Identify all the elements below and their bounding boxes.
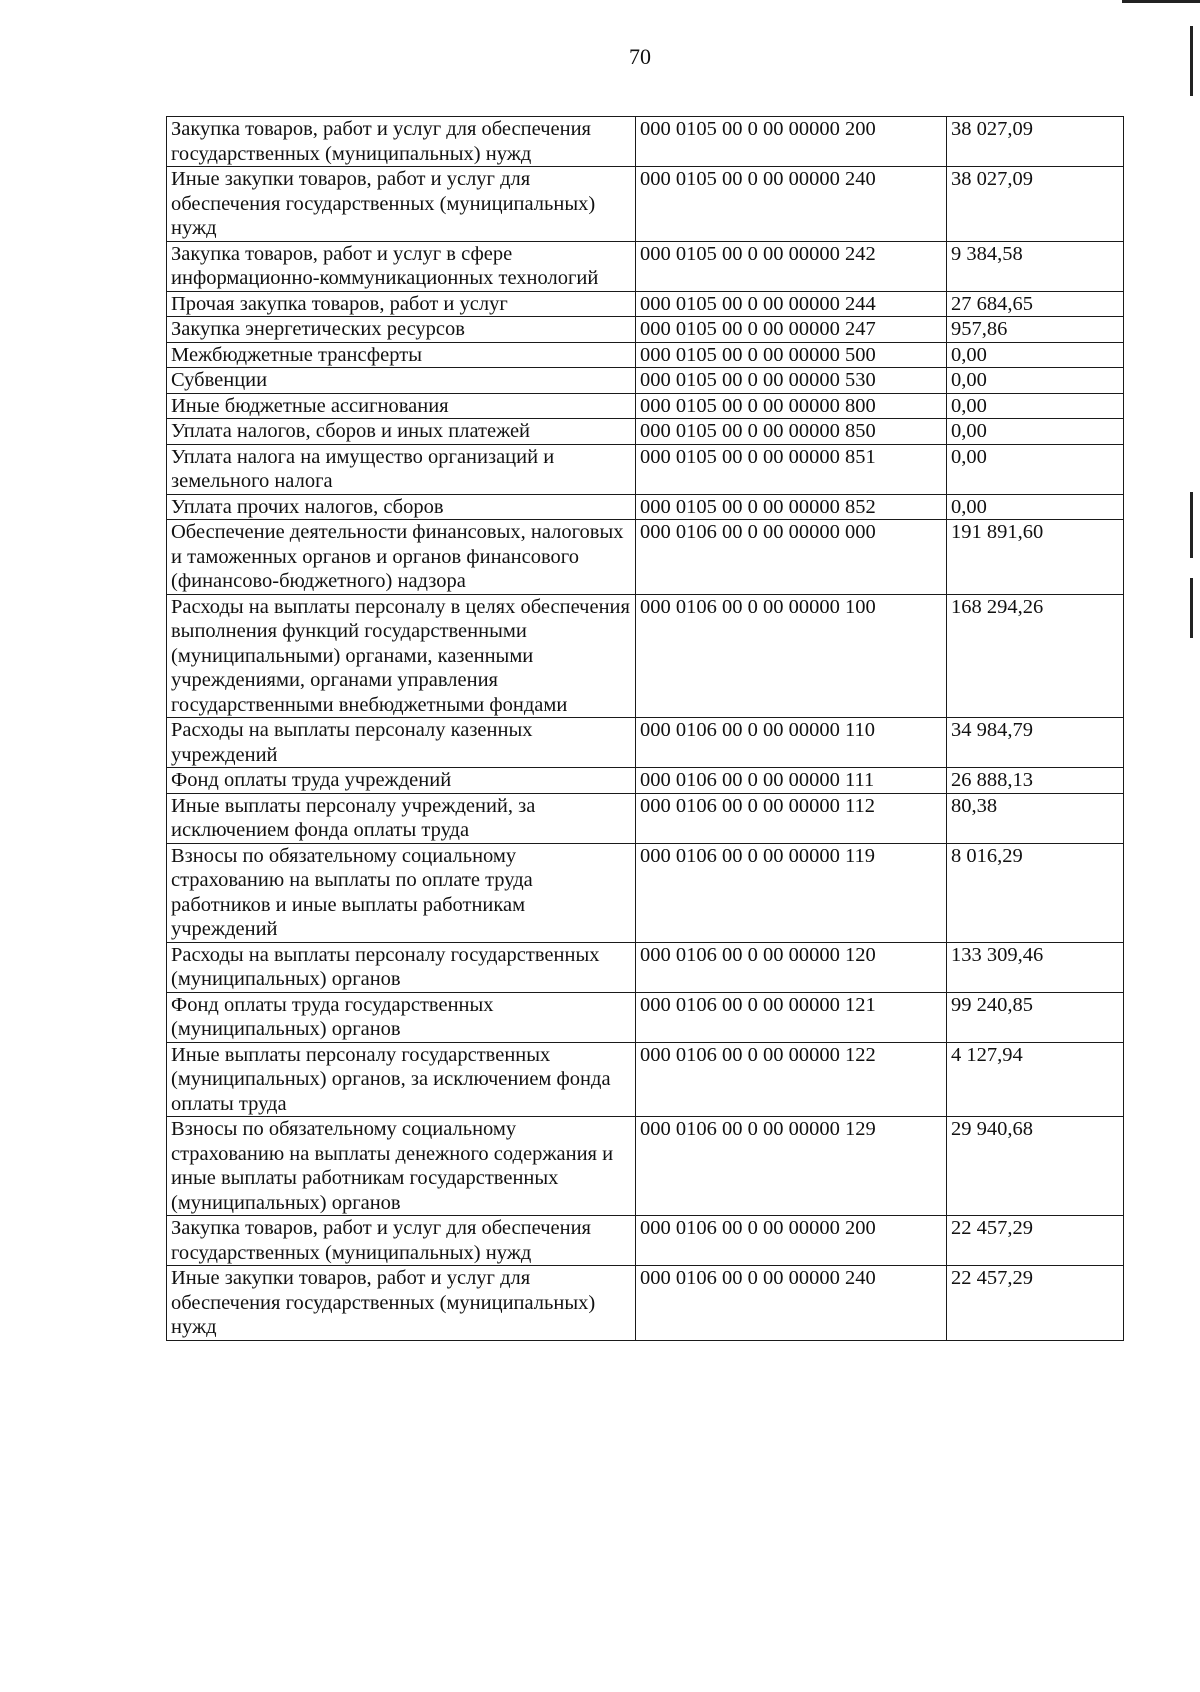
- table-row: [167, 167, 1124, 242]
- table-row: [167, 1117, 1124, 1216]
- budget-code-cell: 000 0106 00 0 00 00000 110: [636, 718, 947, 768]
- amount-cell: 0,00: [947, 368, 1124, 394]
- expense-name-cell: Уплата прочих налогов, сборов: [167, 494, 636, 520]
- table-row: [167, 793, 1124, 843]
- scan-mark-right-1: [1190, 492, 1193, 558]
- expense-name-cell: Фонд оплаты труда государственных (муниципальных) органов: [167, 992, 636, 1042]
- amount-cell: 22 457,29: [947, 1216, 1124, 1266]
- amount-cell: 9 384,58: [947, 241, 1124, 291]
- amount-cell: 0,00: [947, 444, 1124, 494]
- budget-code-cell: 000 0106 00 0 00 00000 240: [636, 1266, 947, 1341]
- amount-cell: 99 240,85: [947, 992, 1124, 1042]
- amount-cell: 38 027,09: [947, 117, 1124, 167]
- table-row: [167, 393, 1124, 419]
- table-row: [167, 1042, 1124, 1117]
- budget-code-cell: 000 0106 00 0 00 00000 100: [636, 594, 947, 718]
- amount-cell: 80,38: [947, 793, 1124, 843]
- table-row: [167, 444, 1124, 494]
- table-row: [167, 494, 1124, 520]
- expense-name-cell: Иные бюджетные ассигнования: [167, 393, 636, 419]
- table-row: [167, 942, 1124, 992]
- expense-name-cell: Иные выплаты персоналу учреждений, за исключением фонда оплаты труда: [167, 793, 636, 843]
- amount-cell: 957,86: [947, 317, 1124, 343]
- expense-name-cell: Уплата налога на имущество организаций и земельного налога: [167, 444, 636, 494]
- budget-table-body: [167, 117, 1124, 1341]
- table-row: [167, 419, 1124, 445]
- table-row: [167, 291, 1124, 317]
- amount-cell: 4 127,94: [947, 1042, 1124, 1117]
- amount-cell: 191 891,60: [947, 520, 1124, 595]
- amount-cell: 38 027,09: [947, 167, 1124, 242]
- budget-code-cell: 000 0105 00 0 00 00000 852: [636, 494, 947, 520]
- page-number: 70: [629, 44, 651, 69]
- budget-code-cell: 000 0106 00 0 00 00000 129: [636, 1117, 947, 1216]
- amount-cell: 22 457,29: [947, 1266, 1124, 1341]
- expense-name-cell: Субвенции: [167, 368, 636, 394]
- budget-code-cell: 000 0105 00 0 00 00000 500: [636, 342, 947, 368]
- budget-code-cell: 000 0105 00 0 00 00000 247: [636, 317, 947, 343]
- table-row: [167, 1216, 1124, 1266]
- table-row: [167, 594, 1124, 718]
- expense-name-cell: Фонд оплаты труда учреждений: [167, 768, 636, 794]
- amount-cell: 26 888,13: [947, 768, 1124, 794]
- amount-cell: 8 016,29: [947, 843, 1124, 942]
- table-row: [167, 520, 1124, 595]
- expense-name-cell: Обеспечение деятельности финансовых, налоговых и таможенных органов и органов финансового (финансово-бюджетного) надзора: [167, 520, 636, 595]
- table-row: [167, 992, 1124, 1042]
- table-row: [167, 1266, 1124, 1341]
- budget-code-cell: 000 0105 00 0 00 00000 240: [636, 167, 947, 242]
- table-row: [167, 843, 1124, 942]
- table-row: [167, 117, 1124, 167]
- scan-mark-top-right: [1190, 26, 1193, 96]
- budget-code-cell: 000 0105 00 0 00 00000 200: [636, 117, 947, 167]
- amount-cell: 133 309,46: [947, 942, 1124, 992]
- budget-code-cell: 000 0106 00 0 00 00000 119: [636, 843, 947, 942]
- amount-cell: 27 684,65: [947, 291, 1124, 317]
- amount-cell: 0,00: [947, 342, 1124, 368]
- amount-cell: 168 294,26: [947, 594, 1124, 718]
- amount-cell: 34 984,79: [947, 718, 1124, 768]
- budget-code-cell: 000 0105 00 0 00 00000 242: [636, 241, 947, 291]
- budget-code-cell: 000 0105 00 0 00 00000 800: [636, 393, 947, 419]
- expense-name-cell: Уплата налогов, сборов и иных платежей: [167, 419, 636, 445]
- table-row: [167, 241, 1124, 291]
- expense-name-cell: Закупка товаров, работ и услуг для обеспечения государственных (муниципальных) нужд: [167, 117, 636, 167]
- expense-name-cell: Прочая закупка товаров, работ и услуг: [167, 291, 636, 317]
- table-row: [167, 768, 1124, 794]
- budget-code-cell: 000 0106 00 0 00 00000 200: [636, 1216, 947, 1266]
- budget-code-cell: 000 0106 00 0 00 00000 000: [636, 520, 947, 595]
- amount-cell: 0,00: [947, 419, 1124, 445]
- expense-name-cell: Иные закупки товаров, работ и услуг для обеспечения государственных (муниципальных) нужд: [167, 1266, 636, 1341]
- budget-code-cell: 000 0106 00 0 00 00000 120: [636, 942, 947, 992]
- expense-name-cell: Иные закупки товаров, работ и услуг для обеспечения государственных (муниципальных) нужд: [167, 167, 636, 242]
- expense-name-cell: Расходы на выплаты персоналу государственных (муниципальных) органов: [167, 942, 636, 992]
- budget-code-cell: 000 0105 00 0 00 00000 244: [636, 291, 947, 317]
- budget-table: [166, 116, 1124, 1341]
- expense-name-cell: Закупка товаров, работ и услуг в сфере информационно-коммуникационных технологий: [167, 241, 636, 291]
- scan-mark-right-2: [1190, 578, 1193, 638]
- budget-code-cell: 000 0105 00 0 00 00000 530: [636, 368, 947, 394]
- budget-code-cell: 000 0106 00 0 00 00000 121: [636, 992, 947, 1042]
- expense-name-cell: Закупка энергетических ресурсов: [167, 317, 636, 343]
- expense-name-cell: Взносы по обязательному социальному страхованию на выплаты по оплате труда работников и иные выплаты работникам учреждений: [167, 843, 636, 942]
- table-row: [167, 718, 1124, 768]
- budget-code-cell: 000 0105 00 0 00 00000 851: [636, 444, 947, 494]
- amount-cell: 0,00: [947, 393, 1124, 419]
- table-row: [167, 368, 1124, 394]
- budget-code-cell: 000 0106 00 0 00 00000 112: [636, 793, 947, 843]
- expense-name-cell: Закупка товаров, работ и услуг для обеспечения государственных (муниципальных) нужд: [167, 1216, 636, 1266]
- table-row: [167, 317, 1124, 343]
- expense-name-cell: Расходы на выплаты персоналу в целях обеспечения выполнения функций государственными (муниципальными) органами, казенными учреждениями, органами управления государственными внебюджетными фондами: [167, 594, 636, 718]
- table-row: [167, 342, 1124, 368]
- budget-code-cell: 000 0106 00 0 00 00000 111: [636, 768, 947, 794]
- expense-name-cell: Межбюджетные трансферты: [167, 342, 636, 368]
- amount-cell: 29 940,68: [947, 1117, 1124, 1216]
- scan-mark-top: [1122, 0, 1200, 3]
- amount-cell: 0,00: [947, 494, 1124, 520]
- expense-name-cell: Взносы по обязательному социальному страхованию на выплаты денежного содержания и иные выплаты работникам государственных (муниципальных) органов: [167, 1117, 636, 1216]
- budget-code-cell: 000 0106 00 0 00 00000 122: [636, 1042, 947, 1117]
- budget-code-cell: 000 0105 00 0 00 00000 850: [636, 419, 947, 445]
- expense-name-cell: Расходы на выплаты персоналу казенных учреждений: [167, 718, 636, 768]
- expense-name-cell: Иные выплаты персоналу государственных (муниципальных) органов, за исключением фонда оплаты труда: [167, 1042, 636, 1117]
